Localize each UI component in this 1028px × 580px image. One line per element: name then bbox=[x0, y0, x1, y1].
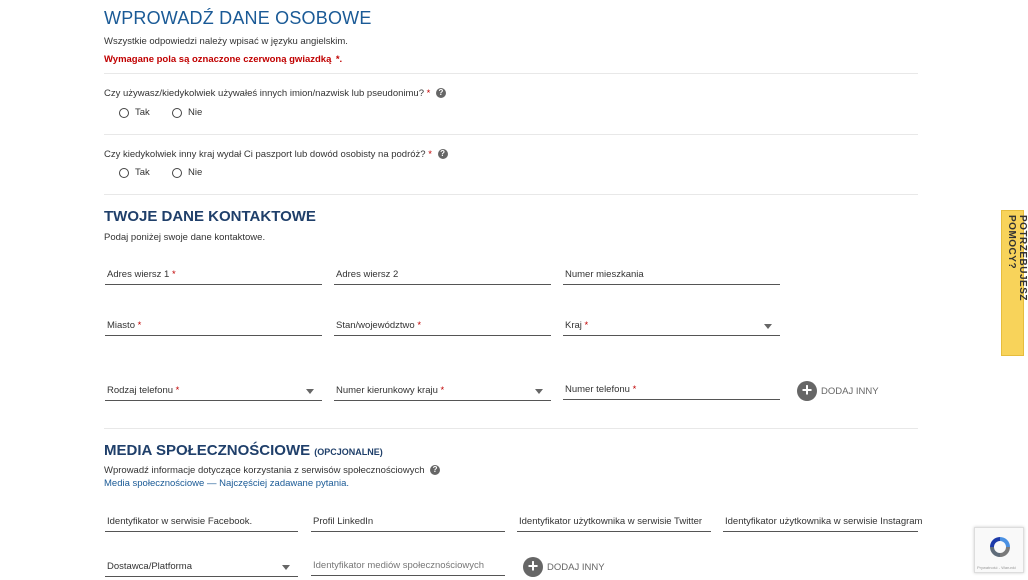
radio-circle[interactable] bbox=[172, 168, 182, 178]
question-foreign-passport-text: Czy kiedykolwiek inny kraj wydał Ci paszport lub dowód osobisty na podróż? bbox=[104, 149, 426, 160]
radio-circle[interactable] bbox=[119, 108, 129, 118]
add-phone-button[interactable] bbox=[797, 381, 879, 401]
city-input[interactable] bbox=[105, 318, 322, 336]
address-line-2-input[interactable] bbox=[334, 267, 551, 285]
radio-other-names-no[interactable] bbox=[172, 107, 202, 118]
country-code-select[interactable] bbox=[334, 383, 551, 401]
required-star: * bbox=[428, 149, 432, 160]
help-tab[interactable] bbox=[1001, 210, 1028, 356]
field-label: Kraj * bbox=[565, 320, 589, 331]
chevron-down-icon[interactable] bbox=[306, 389, 314, 394]
question-other-names bbox=[104, 88, 446, 99]
radio-foreign-passport-yes[interactable] bbox=[119, 167, 150, 178]
social-section-title bbox=[104, 442, 383, 459]
radio-foreign-passport-no[interactable] bbox=[172, 167, 202, 178]
divider bbox=[104, 428, 918, 429]
field-label: Adres wiersz 2 bbox=[336, 269, 399, 280]
country-select[interactable] bbox=[563, 318, 780, 336]
field-label: Miasto * bbox=[107, 320, 142, 331]
linkedin-profile-input[interactable] bbox=[311, 514, 505, 532]
help-icon[interactable]: ? bbox=[430, 465, 440, 475]
required-star: *. bbox=[335, 54, 343, 65]
radio-label: Nie bbox=[188, 107, 203, 118]
address-line-1-input[interactable] bbox=[105, 267, 322, 285]
chevron-down-icon[interactable] bbox=[535, 389, 543, 394]
optional-tag: (OPCJONALNE) bbox=[314, 447, 383, 457]
plus-icon: + bbox=[797, 381, 817, 401]
social-media-id-input[interactable] bbox=[311, 558, 505, 576]
social-subtitle-text: Wprowadź informacje dotyczące korzystania z serwisów społecznościowych bbox=[104, 465, 425, 476]
radio-label: Nie bbox=[188, 167, 203, 178]
recaptcha-footer[interactable]: Prywatność - Warunki bbox=[977, 565, 1016, 570]
field-label: Identyfikator użytkownika w serwisie Twitter bbox=[519, 516, 703, 527]
plus-icon: + bbox=[523, 557, 543, 577]
radio-circle[interactable] bbox=[172, 108, 182, 118]
required-note bbox=[104, 49, 342, 67]
field-label: Identyfikator w serwisie Facebook. bbox=[107, 516, 253, 527]
question-foreign-passport bbox=[104, 149, 448, 160]
field-placeholder: Identyfikator mediów społecznościowych bbox=[313, 560, 485, 571]
recaptcha-badge[interactable] bbox=[974, 527, 1024, 573]
add-social-label: DODAJ INNY bbox=[547, 561, 605, 573]
help-tab-label: POTRZEBUJESZ POMOCY? bbox=[1006, 215, 1028, 302]
facebook-id-input[interactable] bbox=[105, 514, 298, 532]
help-icon[interactable]: ? bbox=[438, 149, 448, 159]
chevron-down-icon[interactable] bbox=[764, 324, 772, 329]
help-icon[interactable]: ? bbox=[436, 88, 446, 98]
question-other-names-text: Czy używasz/kiedykolwiek używałeś innych imion/nazwisk lub pseudonimu? bbox=[104, 88, 424, 99]
language-note: Wszystkie odpowiedzi należy wpisać w języku angielskim. bbox=[104, 36, 348, 47]
phone-number-input[interactable] bbox=[563, 382, 780, 400]
radio-other-names-yes[interactable] bbox=[119, 107, 150, 118]
instagram-id-input[interactable] bbox=[723, 514, 923, 532]
radio-circle[interactable] bbox=[119, 168, 129, 178]
field-label: Rodzaj telefonu * bbox=[107, 385, 180, 396]
field-label: Numer mieszkania bbox=[565, 269, 644, 280]
field-label: Profil LinkedIn bbox=[313, 516, 374, 527]
required-star: * bbox=[426, 88, 431, 99]
social-title-text: MEDIA SPOŁECZNOŚCIOWE bbox=[104, 442, 311, 459]
divider bbox=[104, 73, 918, 74]
social-subtitle bbox=[104, 465, 440, 476]
recaptcha-icon bbox=[987, 534, 1013, 560]
provider-platform-select[interactable] bbox=[105, 559, 298, 577]
field-label: Numer telefonu * bbox=[565, 384, 637, 395]
field-label: Adres wiersz 1 * bbox=[107, 269, 176, 280]
radio-label: Tak bbox=[135, 107, 150, 118]
chevron-down-icon[interactable] bbox=[282, 565, 290, 570]
radio-label: Tak bbox=[135, 167, 150, 178]
required-note-text: Wymagane pola są oznaczone czerwoną gwiazdką bbox=[104, 54, 332, 65]
field-label: Stan/województwo * bbox=[336, 320, 422, 331]
divider bbox=[104, 194, 918, 195]
phone-type-select[interactable] bbox=[105, 383, 322, 401]
page-title: WPROWADŹ DANE OSOBOWE bbox=[104, 8, 372, 28]
apartment-number-input[interactable] bbox=[563, 267, 780, 285]
add-phone-label: DODAJ INNY bbox=[821, 385, 879, 397]
divider bbox=[104, 134, 918, 135]
contact-subtitle: Podaj poniżej swoje dane kontaktowe. bbox=[104, 232, 266, 243]
field-label: Numer kierunkowy kraju * bbox=[336, 385, 445, 396]
twitter-id-input[interactable] bbox=[517, 514, 711, 532]
field-label: Dostawca/Platforma bbox=[107, 561, 193, 572]
field-label: Identyfikator użytkownika w serwisie Instagram bbox=[725, 516, 923, 527]
contact-section-title: TWOJE DANE KONTAKTOWE bbox=[104, 208, 316, 225]
add-social-button[interactable] bbox=[523, 557, 605, 577]
state-input[interactable] bbox=[334, 318, 551, 336]
social-faq-link[interactable]: Media społecznościowe — Najczęściej zadawane pytania. bbox=[104, 478, 350, 489]
